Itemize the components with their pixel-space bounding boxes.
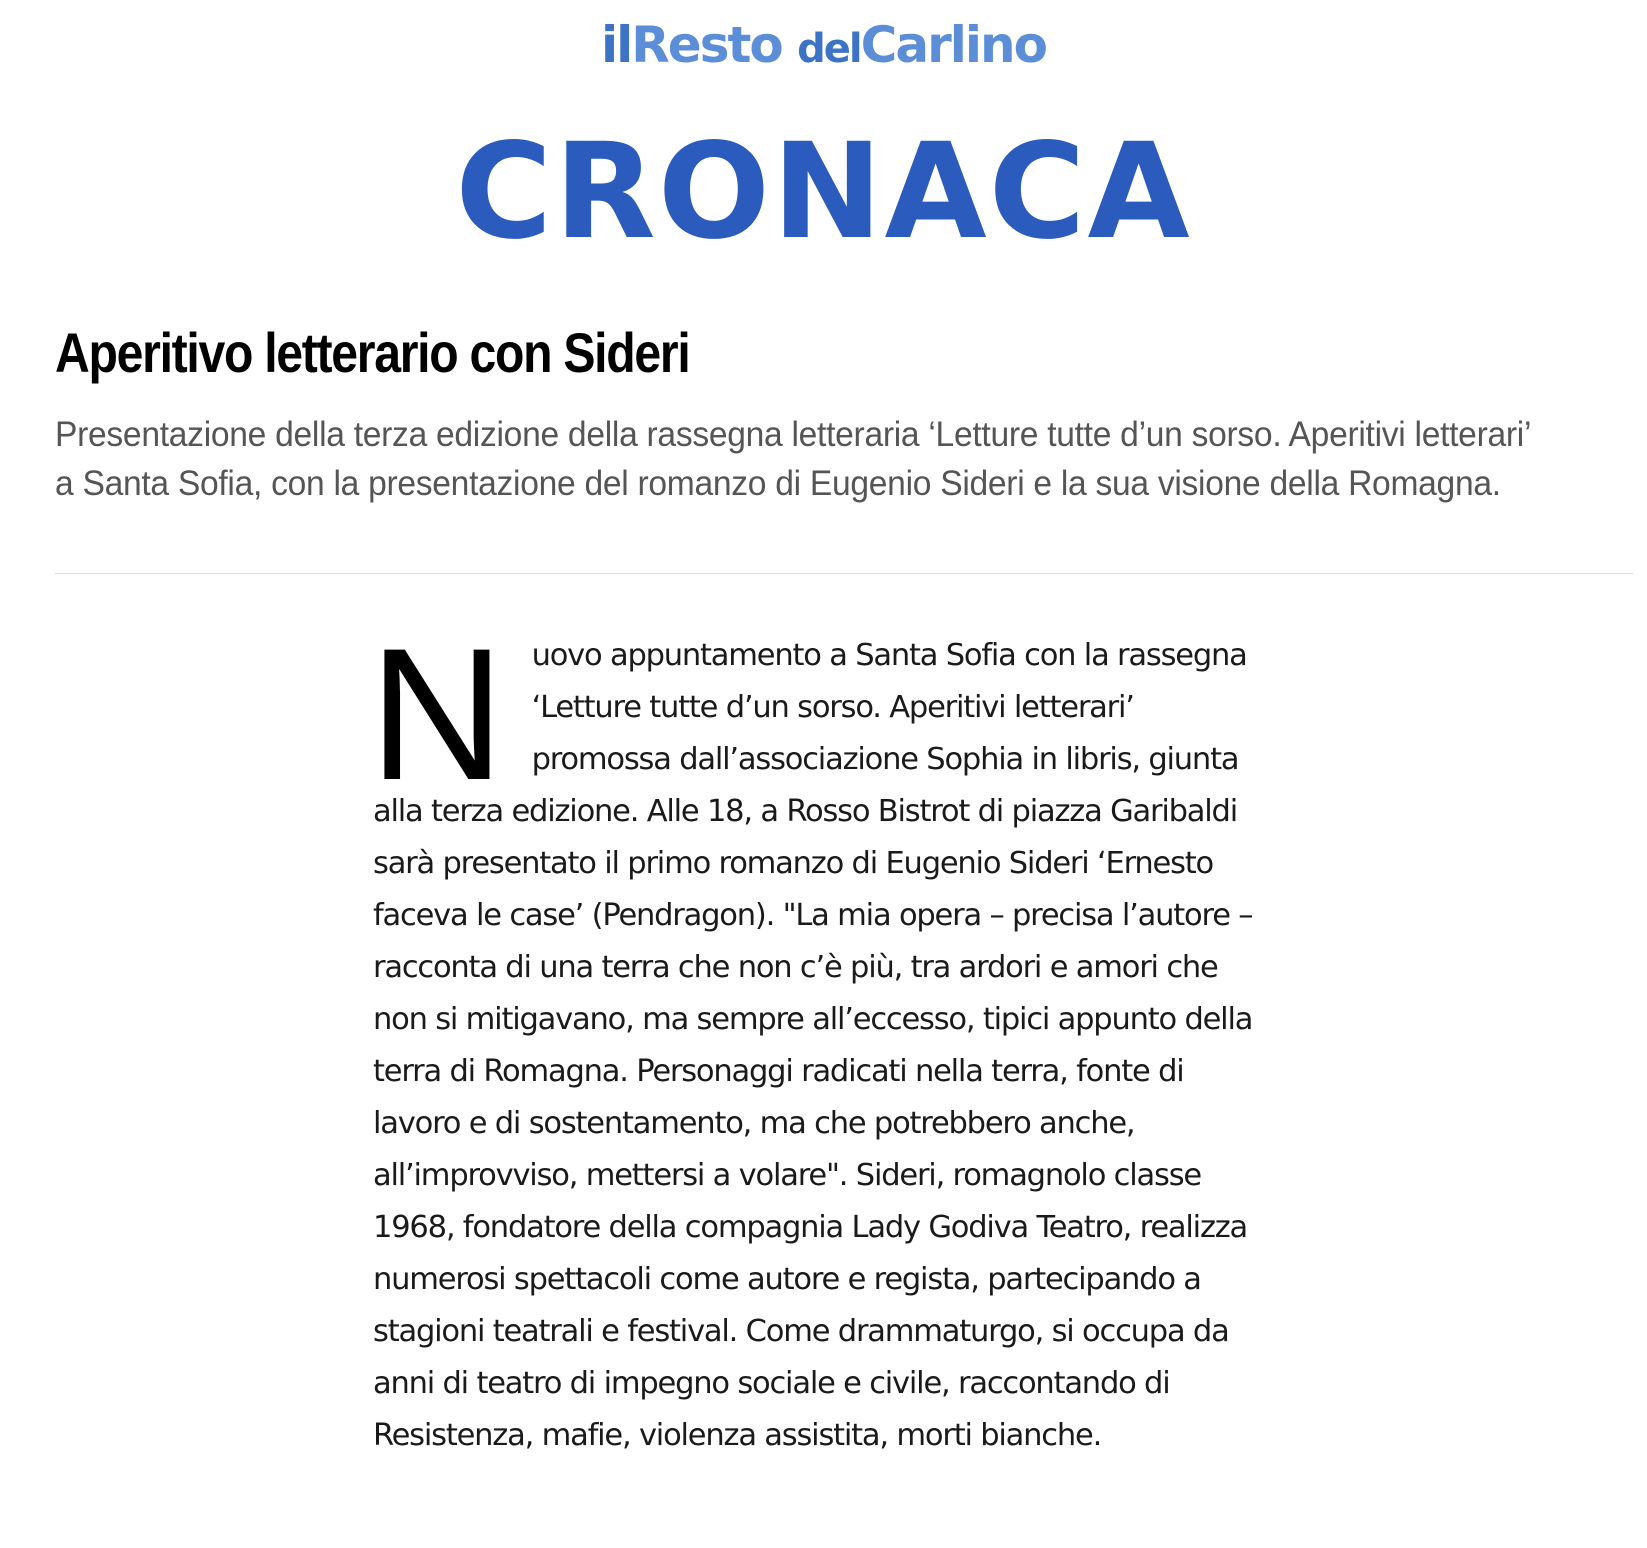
article-headline: Aperitivo letterario con Sideri <box>55 321 690 384</box>
drop-cap: N <box>369 609 504 819</box>
masthead-del: del <box>797 26 861 72</box>
divider <box>55 573 1633 574</box>
masthead-logo[interactable] <box>0 10 1647 84</box>
masthead-il: il <box>601 16 632 74</box>
article-subtitle: Presentazione della terza edizione della rassegna letteraria ‘Letture tutte d’un sorso. Aperitivi letterari’ a Santa Sofia, con la presentazione del romanzo di Eugenio Sideri e la sua visione della Romagna. <box>55 415 1530 503</box>
section-title[interactable]: CRONACA <box>455 115 1192 269</box>
article-body-text: uovo appuntamento a Santa Sofia con la rassegna ‘Letture tutte d’un sorso. Aperitivi letterari’ promossa dall’associazione Sophia in libris, giunta alla terza edizione. Alle 18, a Rosso Bistrot di piazza Garibaldi sarà presentato il primo romanzo di Eugenio Sideri ‘Ernesto faceva le case’ (Pendragon). "La mia opera – precisa l’autore – racconta di una terra che non c’è più, tra ardori e amori che non si mitigavano, ma sempre all’eccesso, tipici appunto della terra di Romagna. Personaggi radicati nella terra, fonte di lavoro e di sostentamento, ma che potrebbero anche, all’improvviso, mettersi a volare". Sideri, romagnolo classe 1968, fondatore della compagnia Lady Godiva Teatro, realizza numerosi spettacoli come autore e regista, partecipando a stagioni teatrali e festival. Come drammaturgo, si occupa da anni di teatro di impegno sociale e civile, raccontando di Resistenza, mafie, violenza assistita, morti bianche. <box>373 638 1253 1453</box>
masthead-resto: Resto <box>631 16 782 74</box>
masthead-carlino: Carlino <box>860 16 1046 74</box>
article-body <box>369 609 1273 1462</box>
